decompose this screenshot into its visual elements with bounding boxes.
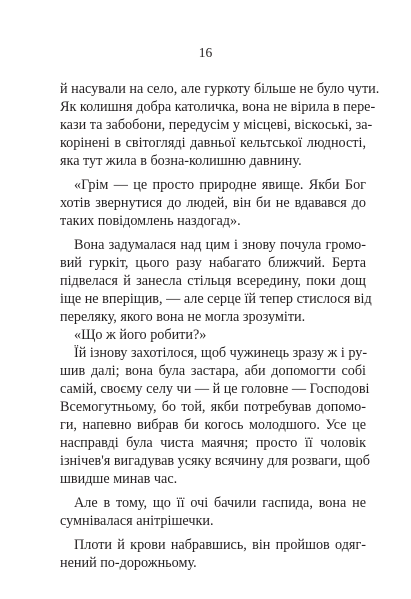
text-line: Всемогутньому, бо той, якби потребував допомо- [60, 399, 366, 415]
text-line: Їй ізнову захотілося, щоб чужинець зразу ж і ру- [74, 345, 368, 361]
text-line: кази та забобони, передусім у місцеві, віскоські, за- [60, 117, 373, 133]
text-line: сумнівалася анітрішечки. [60, 513, 214, 529]
text-line: іще не вперіщив, — але серце їй тепер стислося від [60, 291, 372, 307]
text-line: самій, своєму селу чи — й це головне — Господові [60, 381, 370, 397]
paragraph [60, 326, 366, 344]
body-text [60, 80, 380, 572]
text-line: корінені в світогляді давньої кельтської людності, [60, 135, 366, 151]
text-line: хотів звернутися до людей, він би не вдавався до [60, 195, 366, 211]
text-line: Як колишня добра католичка, вона не вірила в пере- [60, 99, 376, 115]
text-line: Але в тому, що її очі бачили гаспида, вона не [74, 495, 366, 511]
text-line: вий гуркіт, цього разу набагато ближчий. Берта [60, 255, 366, 271]
text-line: нений по-дорожньому. [60, 555, 197, 571]
paragraph [60, 344, 370, 488]
text-line: підвелася й занесла стільця всередину, поки дощ [60, 273, 366, 289]
text-line: переляку, якого вона не могла зрозуміти. [60, 309, 306, 325]
text-line: «Що ж його робити?» [74, 327, 207, 343]
paragraph [60, 236, 372, 326]
text-line: швидше минав час. [60, 471, 178, 487]
text-line: Вона задумалася над цим і знову почула громо- [74, 237, 366, 253]
text-line: таких повідомлень наздогад». [60, 213, 241, 229]
text-line: й насували на село, але гуркоту більше не було чути. [60, 81, 380, 97]
text-line: ізнічев'я вигадував усяку всячину для розваги, щоб [60, 453, 370, 469]
paragraph [60, 494, 366, 530]
paragraph [60, 536, 366, 572]
text-line: ги, напевно вибрав би когось молодшого. Усе це [60, 417, 366, 433]
page-number: 16 [198, 45, 213, 60]
text-line: Плоти й крови набравшись, він пройшов одяг- [74, 537, 366, 553]
text-line: яка тут жила в бозна-колишню давнину. [60, 153, 302, 169]
paragraph [60, 80, 380, 170]
text-line: «Грім — це просто природне явище. Якби Бог [74, 177, 366, 193]
text-line: шив далі; вона була застара, аби допомогти собі [60, 363, 366, 379]
text-line: насправді була чиста маячня; просто її чоловік [60, 435, 366, 451]
paragraph [60, 176, 366, 230]
